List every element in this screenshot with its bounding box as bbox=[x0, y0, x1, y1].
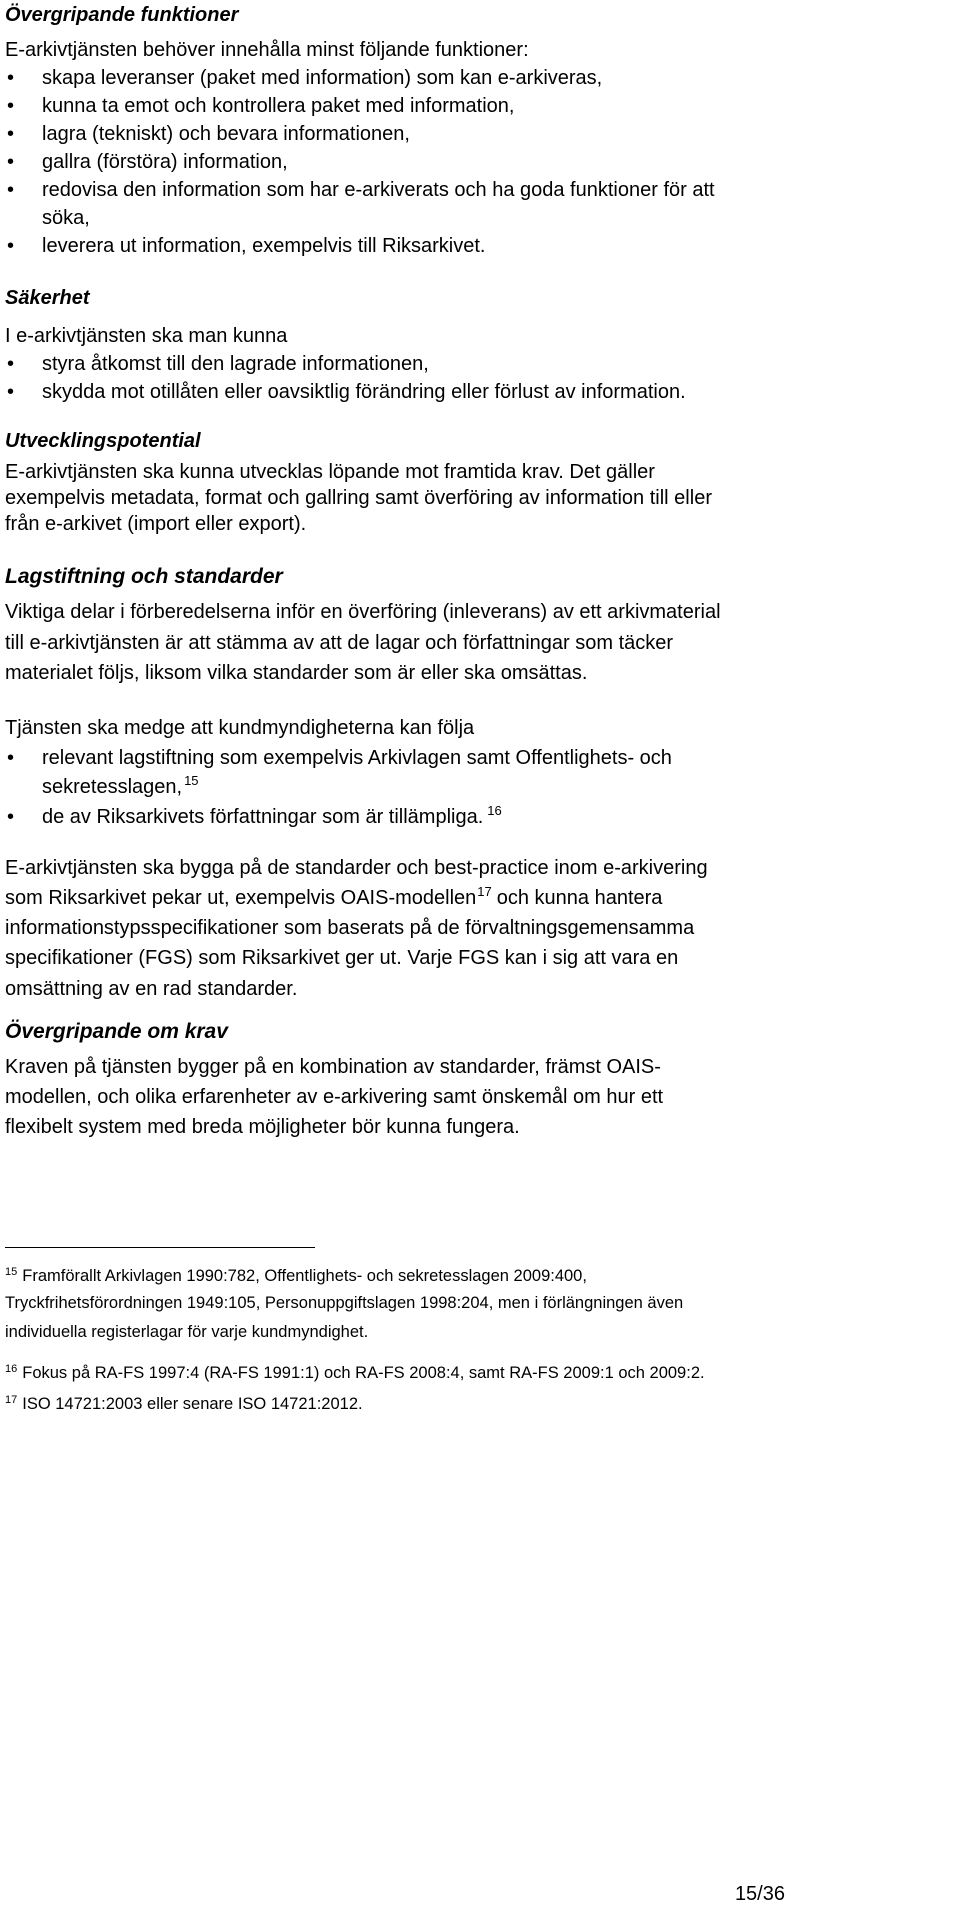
list-item-text: sekretesslagen, bbox=[42, 776, 183, 798]
bullet-icon: • bbox=[7, 235, 15, 257]
footnote-number: 16 bbox=[5, 1363, 18, 1375]
list-item-continuation: söka, bbox=[42, 207, 90, 229]
section-intro: E-arkivtjänsten behöver innehålla minst följande funktioner: bbox=[5, 39, 529, 61]
paragraph-line: modellen, och olika erfarenheter av e-arkivering samt önskemål om hur ett bbox=[5, 1086, 664, 1108]
list-item: skydda mot otillåten eller oavsiktlig förändring eller förlust av information. bbox=[42, 381, 686, 403]
paragraph-line: materialet följs, liksom vilka standarder som är eller ska omsättas. bbox=[5, 662, 588, 684]
bullet-icon: • bbox=[7, 151, 15, 173]
paragraph-line: Viktiga delar i förberedelserna inför en överföring (inleverans) av ett arkivmaterial bbox=[5, 601, 721, 623]
bullet-icon: • bbox=[7, 123, 15, 145]
list-item: relevant lagstiftning som exempelvis Arkivlagen samt Offentlighets- och bbox=[42, 747, 672, 769]
footnote-separator bbox=[5, 1247, 315, 1248]
footnote bbox=[5, 1264, 587, 1290]
list-item: redovisa den information som har e-arkiverats och ha goda funktioner för att bbox=[42, 179, 715, 201]
footnote-continuation: Tryckfrihetsförordningen 1949:105, Personuppgiftslagen 1998:204, men i förlängningen även bbox=[5, 1294, 684, 1312]
section-heading: Utvecklingspotential bbox=[5, 430, 201, 452]
list-item: leverera ut information, exempelvis till Riksarkivet. bbox=[42, 235, 486, 257]
paragraph-line: E-arkivtjänsten ska bygga på de standarder och best-practice inom e-arkivering bbox=[5, 857, 708, 879]
footnote-number: 17 bbox=[5, 1394, 18, 1406]
footnote bbox=[5, 1361, 705, 1387]
paragraph-line: E-arkivtjänsten ska kunna utvecklas löpande mot framtida krav. Det gäller bbox=[5, 461, 655, 483]
paragraph-text: som Riksarkivet pekar ut, exempelvis OAIS-modellen bbox=[5, 887, 477, 909]
paragraph-line: exempelvis metadata, format och gallring samt överföring av information till eller bbox=[5, 487, 712, 509]
list-item: gallra (förstöra) information, bbox=[42, 151, 288, 173]
footnote bbox=[5, 1392, 363, 1418]
paragraph-line: från e-arkivet (import eller export). bbox=[5, 513, 307, 535]
paragraph-line: Kraven på tjänsten bygger på en kombination av standarder, främst OAIS- bbox=[5, 1056, 661, 1078]
footnote-number: 15 bbox=[5, 1266, 18, 1278]
bullet-icon: • bbox=[7, 381, 15, 403]
bullet-icon: • bbox=[7, 806, 15, 828]
paragraph-line: omsättning av en rad standarder. bbox=[5, 978, 298, 1000]
footnote-text: ISO 14721:2003 eller senare ISO 14721:2012. bbox=[22, 1395, 363, 1413]
paragraph-line: Tjänsten ska medge att kundmyndigheterna kan följa bbox=[5, 717, 475, 739]
bullet-icon: • bbox=[7, 95, 15, 117]
list-item: kunna ta emot och kontrollera paket med information, bbox=[42, 95, 515, 117]
bullet-icon: • bbox=[7, 353, 15, 375]
section-heading: Säkerhet bbox=[5, 287, 90, 309]
list-item: styra åtkomst till den lagrade informationen, bbox=[42, 353, 429, 375]
list-item-continuation bbox=[42, 772, 199, 804]
bullet-icon: • bbox=[7, 67, 15, 89]
paragraph-line: till e-arkivtjänsten är att stämma av att de lagar och författningar som täcker bbox=[5, 632, 674, 654]
footnote-text: Fokus på RA-FS 1997:4 (RA-FS 1991:1) och RA-FS 2008:4, samt RA-FS 2009:1 och 2009:2. bbox=[22, 1364, 705, 1382]
bullet-icon: • bbox=[7, 747, 15, 769]
section-intro: I e-arkivtjänsten ska man kunna bbox=[5, 325, 288, 347]
paragraph-line: flexibelt system med breda möjligheter bör kunna fungera. bbox=[5, 1116, 520, 1138]
footnote-ref: 16 bbox=[487, 803, 502, 818]
paragraph-text: och kunna hantera bbox=[496, 887, 663, 909]
list-item: lagra (tekniskt) och bevara informationen, bbox=[42, 123, 410, 145]
footnote-ref: 15 bbox=[184, 773, 199, 788]
list-item bbox=[42, 802, 502, 834]
section-heading: Övergripande om krav bbox=[5, 1020, 228, 1043]
list-item: skapa leveranser (paket med information) som kan e-arkiveras, bbox=[42, 67, 603, 89]
section-heading: Övergripande funktioner bbox=[5, 4, 239, 26]
paragraph-line: specifikationer (FGS) som Riksarkivet ger ut. Varje FGS kan i sig att vara en bbox=[5, 947, 679, 969]
footnote-ref: 17 bbox=[477, 884, 492, 899]
footnote-continuation: individuella registerlagar för varje kundmyndighet. bbox=[5, 1323, 369, 1341]
paragraph-line: informationstypsspecifikationer som baserats på de förvaltningsgemensamma bbox=[5, 917, 695, 939]
bullet-icon: • bbox=[7, 179, 15, 201]
footnote-text: Framförallt Arkivlagen 1990:782, Offentlighets- och sekretesslagen 2009:400, bbox=[22, 1267, 587, 1285]
page-number: 15/36 bbox=[734, 1883, 785, 1905]
section-heading: Lagstiftning och standarder bbox=[5, 565, 283, 588]
paragraph-line bbox=[5, 883, 662, 915]
list-item-text: de av Riksarkivets författningar som är tillämpliga. bbox=[42, 806, 484, 828]
